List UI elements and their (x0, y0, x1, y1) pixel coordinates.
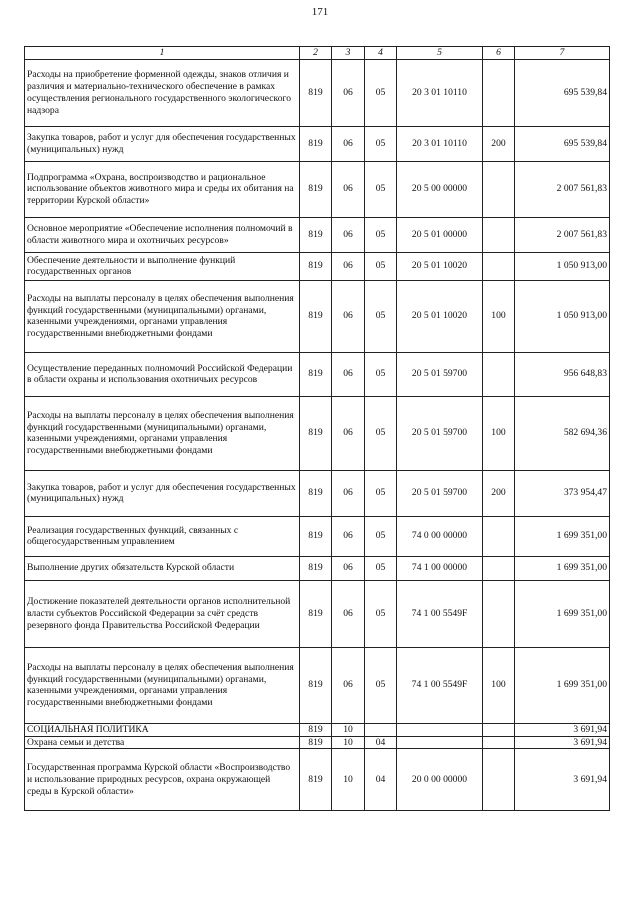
page-number: 171 (311, 6, 329, 18)
cell-amount: 1 050 913,00 (515, 280, 610, 352)
column-header: 3 (332, 47, 365, 60)
cell-code: 819 (300, 647, 332, 723)
column-header: 1 (25, 47, 300, 60)
cell-section: 06 (332, 580, 365, 647)
cell-target: 20 5 01 10020 (397, 252, 483, 280)
cell-section: 10 (332, 723, 365, 736)
cell-expense-type (483, 161, 515, 217)
cell-name: Подпрограмма «Охрана, воспроизводство и рациональное использование объектов животного мира и среды их обитания на территории Курской области» (25, 161, 300, 217)
cell-subsection: 04 (365, 749, 397, 811)
cell-subsection: 04 (365, 736, 397, 749)
budget-table (24, 46, 610, 811)
cell-amount: 3 691,94 (515, 749, 610, 811)
cell-target: 74 1 00 5549F (397, 580, 483, 647)
cell-target: 20 5 00 00000 (397, 161, 483, 217)
table-row (25, 723, 610, 736)
cell-expense-type (483, 352, 515, 396)
cell-section: 06 (332, 59, 365, 126)
cell-code: 819 (300, 280, 332, 352)
cell-code: 819 (300, 252, 332, 280)
cell-target: 20 5 01 59700 (397, 352, 483, 396)
cell-amount: 2 007 561,83 (515, 161, 610, 217)
table-row (25, 647, 610, 723)
cell-amount: 582 694,36 (515, 396, 610, 470)
cell-subsection (365, 723, 397, 736)
cell-expense-type (483, 252, 515, 280)
cell-target (397, 723, 483, 736)
cell-code: 819 (300, 217, 332, 252)
cell-subsection: 05 (365, 580, 397, 647)
cell-expense-type (483, 516, 515, 556)
table-row (25, 556, 610, 580)
cell-amount: 695 539,84 (515, 126, 610, 161)
cell-section: 06 (332, 647, 365, 723)
cell-code: 819 (300, 352, 332, 396)
column-header: 4 (365, 47, 397, 60)
cell-code: 819 (300, 59, 332, 126)
cell-expense-type: 100 (483, 396, 515, 470)
cell-expense-type (483, 749, 515, 811)
cell-expense-type (483, 217, 515, 252)
table-row (25, 580, 610, 647)
cell-section: 06 (332, 217, 365, 252)
cell-subsection: 05 (365, 280, 397, 352)
cell-target: 20 5 01 00000 (397, 217, 483, 252)
column-header: 6 (483, 47, 515, 60)
cell-code: 819 (300, 396, 332, 470)
cell-expense-type (483, 580, 515, 647)
table-row (25, 749, 610, 811)
cell-subsection: 05 (365, 470, 397, 516)
cell-name: Расходы на выплаты персоналу в целях обеспечения выполнения функций государственными (муниципальными) органами, казенными учреждениями, органами управления государственными внебюджетными фондами (25, 280, 300, 352)
column-header: 2 (300, 47, 332, 60)
table-row (25, 352, 610, 396)
cell-target: 20 3 01 10110 (397, 59, 483, 126)
cell-target: 74 0 00 00000 (397, 516, 483, 556)
cell-expense-type (483, 556, 515, 580)
cell-code: 819 (300, 580, 332, 647)
cell-code: 819 (300, 556, 332, 580)
cell-amount: 3 691,94 (515, 736, 610, 749)
cell-subsection: 05 (365, 59, 397, 126)
cell-target: 20 5 01 59700 (397, 470, 483, 516)
cell-expense-type (483, 723, 515, 736)
cell-target: 20 3 01 10110 (397, 126, 483, 161)
table-row (25, 252, 610, 280)
table-row (25, 396, 610, 470)
cell-section: 06 (332, 470, 365, 516)
cell-code: 819 (300, 516, 332, 556)
cell-amount: 3 691,94 (515, 723, 610, 736)
cell-expense-type: 100 (483, 647, 515, 723)
table-row (25, 736, 610, 749)
cell-amount: 1 699 351,00 (515, 647, 610, 723)
cell-code: 819 (300, 749, 332, 811)
cell-amount: 2 007 561,83 (515, 217, 610, 252)
cell-code: 819 (300, 161, 332, 217)
cell-section: 06 (332, 396, 365, 470)
cell-name: Реализация государственных функций, связанных с общегосударственным управлением (25, 516, 300, 556)
cell-amount: 695 539,84 (515, 59, 610, 126)
cell-target: 20 5 01 10020 (397, 280, 483, 352)
table-row (25, 516, 610, 556)
cell-name: Закупка товаров, работ и услуг для обеспечения государственных (муниципальных) нужд (25, 126, 300, 161)
cell-section: 06 (332, 352, 365, 396)
cell-section: 06 (332, 126, 365, 161)
cell-target: 20 5 01 59700 (397, 396, 483, 470)
cell-name: Расходы на приобретение форменной одежды, знаков отличия и различия и материально-технического обеспечение в рамках осуществления регионального государственного экологического надзора (25, 59, 300, 126)
cell-expense-type (483, 59, 515, 126)
cell-code: 819 (300, 723, 332, 736)
cell-subsection: 05 (365, 352, 397, 396)
cell-subsection: 05 (365, 556, 397, 580)
cell-section: 06 (332, 556, 365, 580)
cell-section: 06 (332, 161, 365, 217)
cell-code: 819 (300, 736, 332, 749)
table-row (25, 217, 610, 252)
cell-expense-type (483, 736, 515, 749)
table-row (25, 161, 610, 217)
table-header-row (25, 47, 610, 60)
cell-amount: 1 699 351,00 (515, 556, 610, 580)
cell-name: Охрана семьи и детства (25, 736, 300, 749)
cell-amount: 373 954,47 (515, 470, 610, 516)
cell-name: Закупка товаров, работ и услуг для обеспечения государственных (муниципальных) нужд (25, 470, 300, 516)
cell-section: 06 (332, 280, 365, 352)
cell-subsection: 05 (365, 161, 397, 217)
cell-expense-type: 200 (483, 126, 515, 161)
cell-name: Расходы на выплаты персоналу в целях обеспечения выполнения функций государственными (муниципальными) органами, казенными учреждениями, органами управления государственными внебюджетными фондами (25, 647, 300, 723)
cell-name: Выполнение других обязательств Курской области (25, 556, 300, 580)
cell-name: Расходы на выплаты персоналу в целях обеспечения выполнения функций государственными (муниципальными) органами, казенными учреждениями, органами управления государственными внебюджетными фондами (25, 396, 300, 470)
cell-target: 74 1 00 5549F (397, 647, 483, 723)
cell-name: Осуществление переданных полномочий Российской Федерации в области охраны и использования охотничьих ресурсов (25, 352, 300, 396)
cell-section: 06 (332, 516, 365, 556)
column-header: 5 (397, 47, 483, 60)
cell-name: Достижение показателей деятельности органов исполнительной власти субъектов Российской Федерации за счёт средств резервного фонда Правительства Российской Федерации (25, 580, 300, 647)
cell-code: 819 (300, 470, 332, 516)
cell-subsection: 05 (365, 217, 397, 252)
cell-subsection: 05 (365, 516, 397, 556)
cell-name: Обеспечение деятельности и выполнение функций государственных органов (25, 252, 300, 280)
column-header: 7 (515, 47, 610, 60)
table-row (25, 59, 610, 126)
table-row (25, 126, 610, 161)
cell-expense-type: 100 (483, 280, 515, 352)
cell-target: 20 0 00 00000 (397, 749, 483, 811)
cell-subsection: 05 (365, 647, 397, 723)
cell-name: Основное мероприятие «Обеспечение исполнения полномочий в области животного мира и охотничьих ресурсов» (25, 217, 300, 252)
cell-name: СОЦИАЛЬНАЯ ПОЛИТИКА (25, 723, 300, 736)
table-row (25, 280, 610, 352)
cell-section: 10 (332, 736, 365, 749)
cell-target: 74 1 00 00000 (397, 556, 483, 580)
cell-name: Государственная программа Курской области «Воспроизводство и использование природных ресурсов, охрана окружающей среды в Курской области» (25, 749, 300, 811)
cell-amount: 1 699 351,00 (515, 580, 610, 647)
cell-subsection: 05 (365, 126, 397, 161)
cell-subsection: 05 (365, 252, 397, 280)
cell-amount: 1 050 913,00 (515, 252, 610, 280)
cell-amount: 956 648,83 (515, 352, 610, 396)
cell-section: 10 (332, 749, 365, 811)
cell-target (397, 736, 483, 749)
cell-code: 819 (300, 126, 332, 161)
table-row (25, 470, 610, 516)
cell-subsection: 05 (365, 396, 397, 470)
cell-expense-type: 200 (483, 470, 515, 516)
cell-amount: 1 699 351,00 (515, 516, 610, 556)
cell-section: 06 (332, 252, 365, 280)
